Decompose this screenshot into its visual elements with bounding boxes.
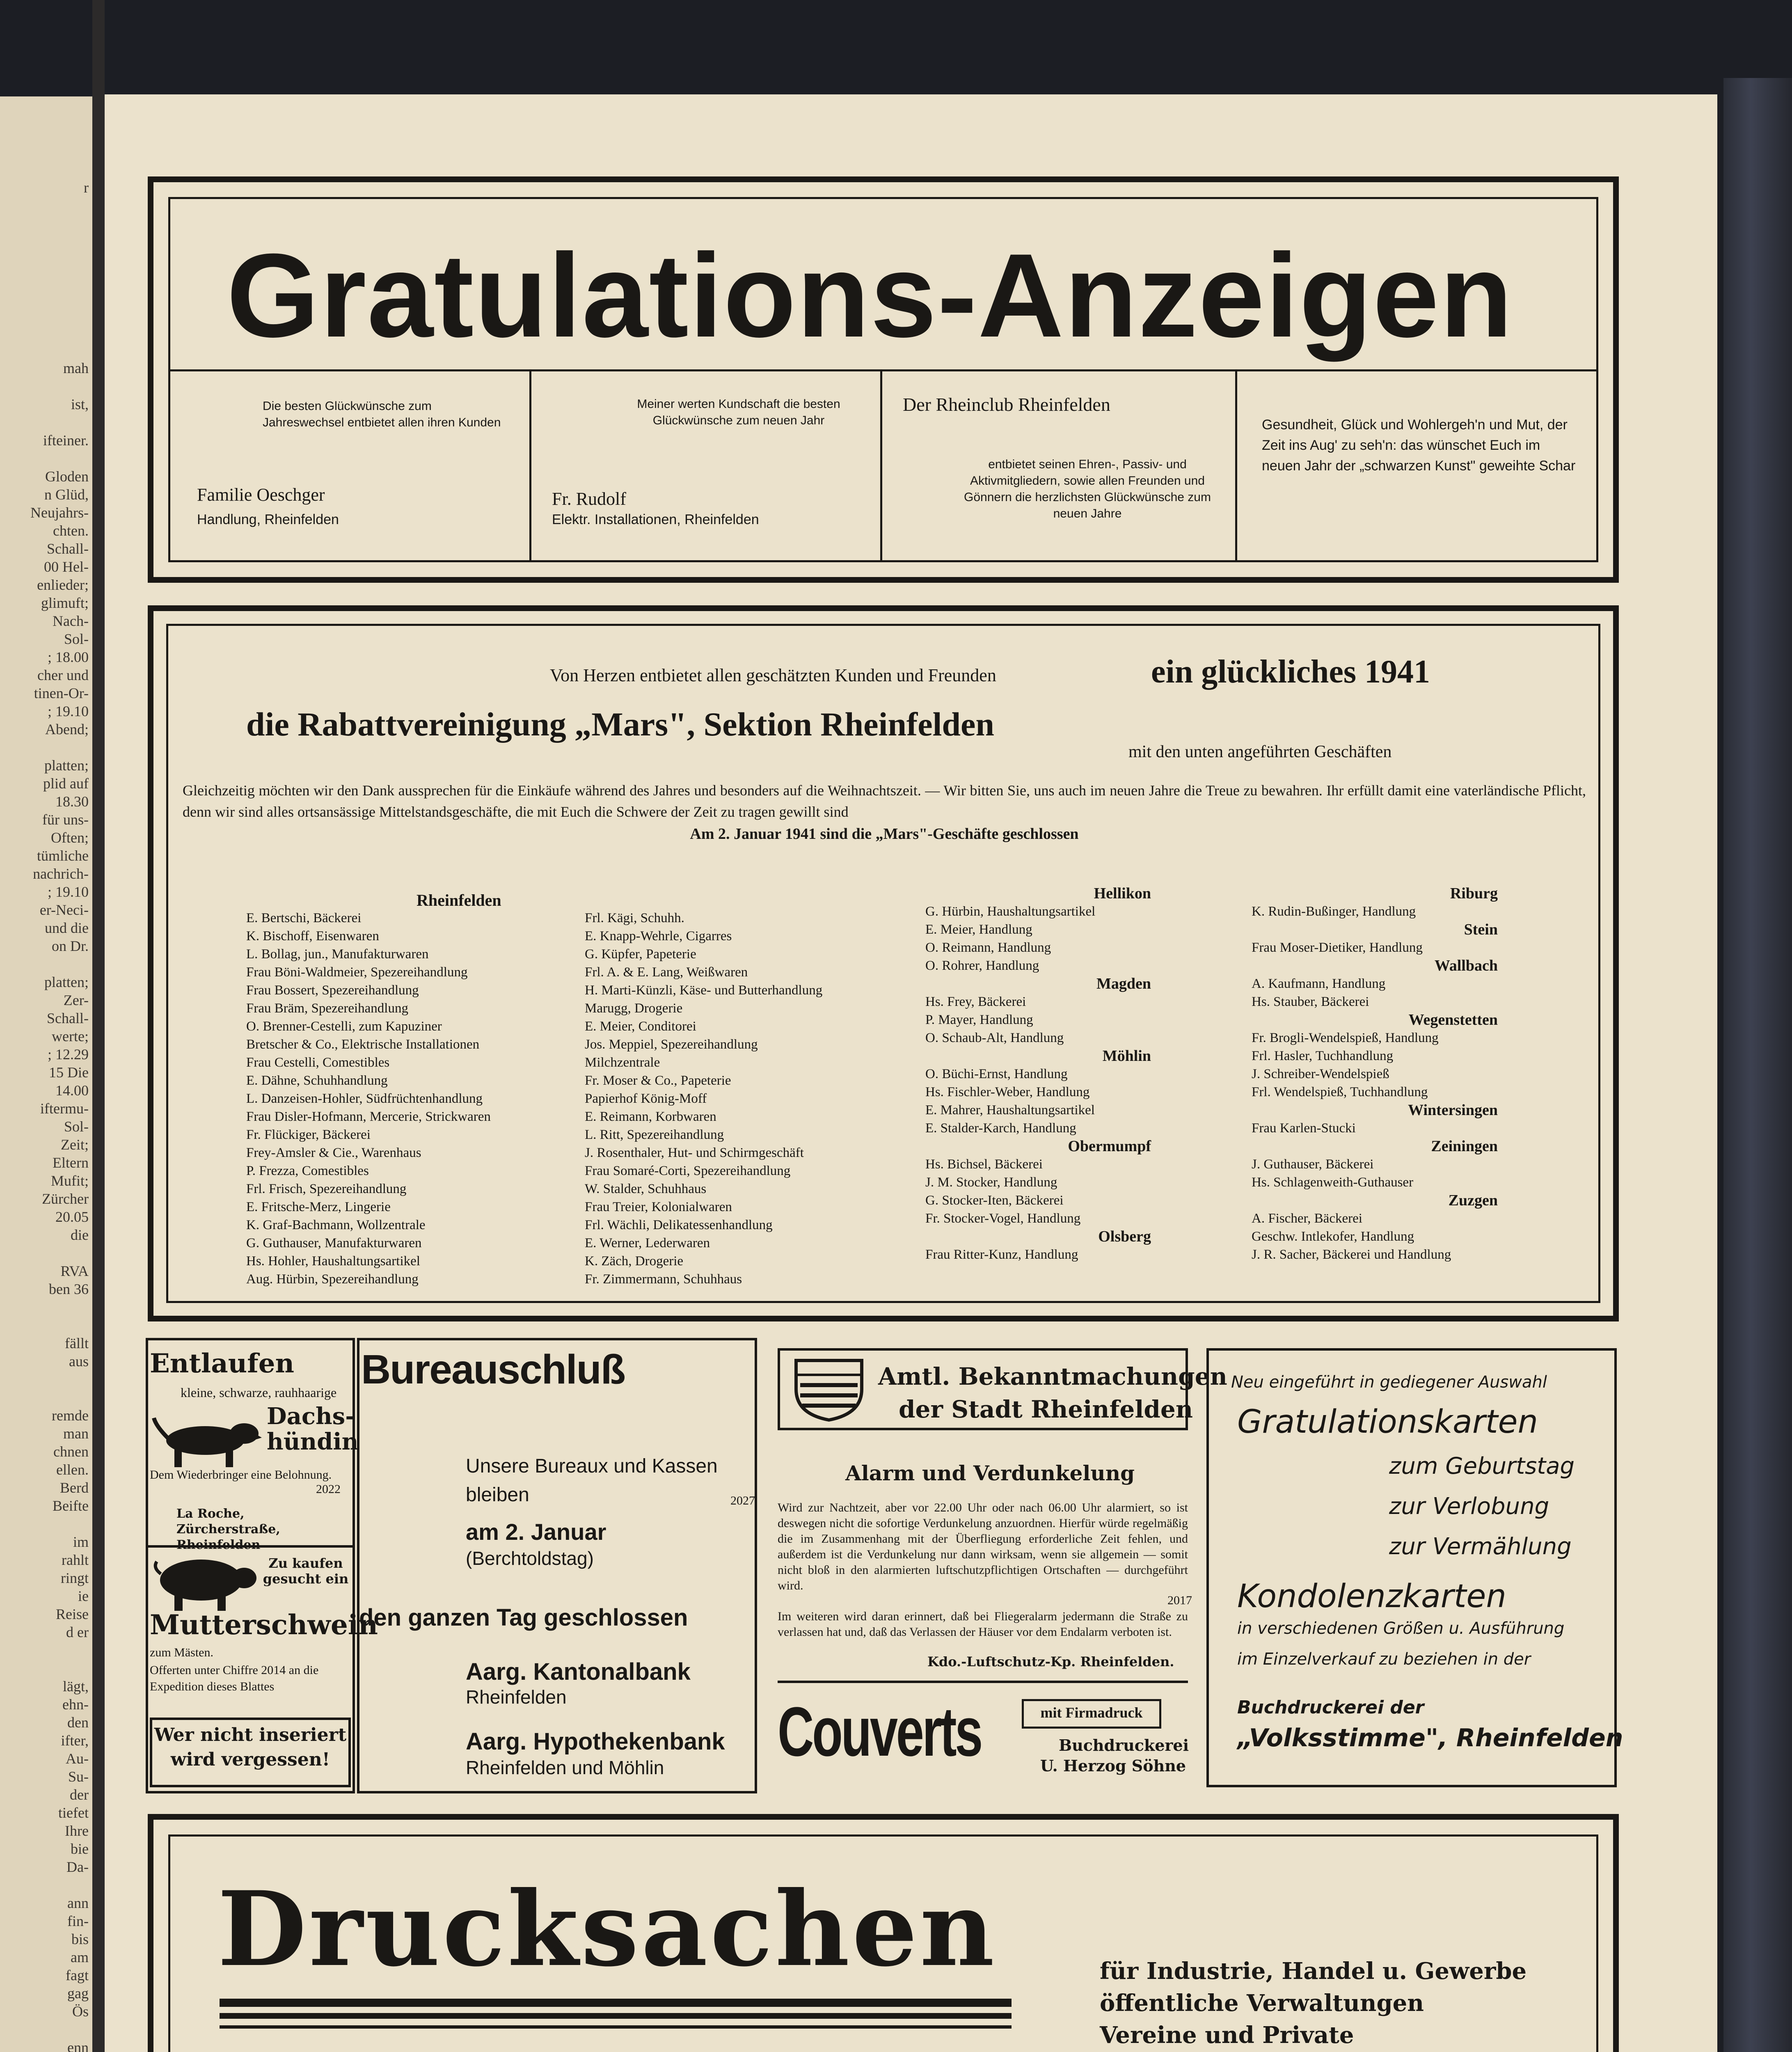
drucksachen-right-line2: öffentliche Verwaltungen xyxy=(1100,1990,1424,2017)
mutterschwein-head: Zu kaufen gesucht ein xyxy=(263,1555,349,1587)
entlaufen-contact: La Roche, Zürcherstraße, xyxy=(176,1507,280,1537)
facing-page-line: tiefet xyxy=(58,1805,89,1821)
mars-shop-entry: E. Meier, Conditorei xyxy=(585,1019,696,1034)
entlaufen-number: 2022 xyxy=(316,1482,341,1496)
header-divider xyxy=(168,369,1598,371)
mars-closed-notice: Am 2. Januar 1941 sind die „Mars"-Geschäfte geschlossen xyxy=(690,825,1079,843)
bureau-bank1-sub: Rheinfelden xyxy=(466,1686,567,1708)
facing-page-line: bis xyxy=(71,1931,89,1947)
facing-page-line: 15 Die xyxy=(49,1064,89,1081)
mars-shop-entry: Fr. Moser & Co., Papeterie xyxy=(585,1073,731,1088)
mars-shop-entry: K. Bischoff, Eisenwaren xyxy=(246,929,379,944)
greeting-rheinclub-text: entbietet seinen Ehren-, Passiv- und Aktivmitgliedern, sowie allen Freunden und Gönnern die herzlichsten Glückwünsche zum neuen Jahre xyxy=(964,458,1211,520)
bureau-line2: bleiben xyxy=(466,1484,529,1506)
facing-page-text-column xyxy=(2,179,89,2052)
amtl-title2: der Stadt Rheinfelden xyxy=(899,1395,1193,1423)
mars-shop-entry: Frau Cestelli, Comestibles xyxy=(246,1055,390,1070)
facing-page-line: ehn- xyxy=(62,1696,89,1713)
facing-page-line: Zürcher xyxy=(42,1191,89,1207)
facing-page-line xyxy=(2,1388,89,1406)
facing-page-line: 18.30 xyxy=(55,793,89,810)
mars-line2-big: die Rabattvereinigung „Mars", Sektion Rheinfelden xyxy=(246,705,995,743)
greeting-oeschger-text: Die besten Glückwünsche zum Jahreswechsel entbietet allen ihren Kunden xyxy=(263,399,501,429)
mars-shop-entry: K. Zäch, Drogerie xyxy=(585,1254,684,1269)
facing-page-line: gag xyxy=(67,1985,89,2002)
mars-shop-entry: O. Büchi-Ernst, Handlung xyxy=(925,1067,1068,1081)
karten-intro: Neu eingeführt in gediegener Auswahl xyxy=(1231,1373,1547,1392)
amtl-text2: Im weiteren wird daran erinnert, daß bei Fliegeralarm jedermann die Straße zu verlassen hat und, daß das Verlassen der Häuser vor dem Endalarm verboten ist. xyxy=(778,1610,1188,1639)
mars-shop-entry: O. Schaub-Alt, Handlung xyxy=(925,1031,1064,1045)
mars-place-heading: Wallbach xyxy=(1434,957,1498,974)
mars-shop-entry: O. Reimann, Handlung xyxy=(925,940,1051,955)
facing-page-line: Beifte xyxy=(53,1498,89,1514)
facing-page-line: ; 12.29 xyxy=(47,1046,89,1063)
bureau-bank1: Aarg. Kantonalbank xyxy=(466,1658,691,1685)
mars-shop-entry: Jos. Meppiel, Spezereihandlung xyxy=(585,1037,758,1052)
facing-page-line: cher und xyxy=(37,667,89,683)
header-col-divider-3 xyxy=(1235,371,1237,562)
facing-page-line: 00 Hel- xyxy=(44,559,89,575)
facing-page-line: Berd xyxy=(60,1479,89,1496)
mars-shop-entry: Frl. Hasler, Tuchhandlung xyxy=(1252,1049,1394,1063)
mars-shop-entry: E. Dähne, Schuhhandlung xyxy=(246,1073,388,1088)
facing-page-line: für uns- xyxy=(42,811,89,828)
amtl-heading: Alarm und Verdunkelung xyxy=(845,1461,1135,1485)
facing-page-line: fällt xyxy=(65,1335,89,1351)
karten-title: Gratulationskarten xyxy=(1237,1404,1538,1441)
bureau-number: 2027 xyxy=(730,1494,755,1507)
bureau-date: am 2. Januar xyxy=(466,1519,606,1545)
small-ads-divider xyxy=(148,1545,352,1548)
facing-page-line: im xyxy=(73,1534,89,1550)
dachshund-icon xyxy=(152,1410,263,1471)
facing-page-line: enlieder; xyxy=(37,577,89,593)
mars-shop-entry: E. Werner, Lederwaren xyxy=(585,1236,710,1250)
mars-shop-entry: E. Mahrer, Haushaltungsartikel xyxy=(925,1103,1095,1118)
drucksachen-rule-1 xyxy=(220,1999,1012,2007)
mars-shop-entry: O. Brenner-Cestelli, zum Kapuziner xyxy=(246,1019,442,1034)
bureau-bank2-sub: Rheinfelden und Möhlin xyxy=(466,1757,664,1778)
facing-page-line: werte; xyxy=(52,1028,89,1044)
karten-line-volksstimme: „Volksstimme", Rheinfelden xyxy=(1237,1724,1623,1752)
facing-page-line xyxy=(2,955,89,973)
entlaufen-title: Entlaufen xyxy=(150,1348,294,1379)
facing-page-line xyxy=(2,251,89,269)
mars-line1-big: ein glückliches 1941 xyxy=(1151,654,1430,690)
mars-shop-entry: E. Reimann, Korbwaren xyxy=(585,1109,716,1124)
greeting-rudolf-text: Meiner werten Kundschaft die besten Glückwünsche zum neuen Jahr xyxy=(637,397,840,427)
mars-shop-entry: Frau Bräm, Spezereihandlung xyxy=(246,1001,408,1016)
drucksachen-right-line1: für Industrie, Handel u. Gewerbe xyxy=(1100,1958,1527,1985)
mars-shop-entry: J. Guthauser, Bäckerei xyxy=(1252,1157,1374,1172)
facing-page-line: fin- xyxy=(67,1913,89,1929)
facing-page-line xyxy=(2,287,89,305)
drucksachen-right-line3: Vereine und Private xyxy=(1100,2022,1354,2049)
mars-shop-entry: J. Schreiber-Wendelspieß xyxy=(1252,1067,1389,1081)
facing-page-line: den xyxy=(67,1714,89,1731)
mars-shop-entry: L. Danzeisen-Hohler, Südfrüchtenhandlung xyxy=(246,1091,483,1106)
mars-shop-entry: Frau Böni-Waldmeier, Spezereihandlung xyxy=(246,965,468,980)
mars-col1-list xyxy=(246,909,491,1288)
facing-page-line xyxy=(2,1876,89,1894)
couverts-badge: mit Firmadruck xyxy=(1040,1704,1143,1721)
entlaufen-reward: Dem Wiederbringer eine Belohnung. xyxy=(150,1468,332,1482)
facing-page-line xyxy=(2,1515,89,1533)
mars-shop-entry: A. Kaufmann, Handlung xyxy=(1252,976,1386,991)
amtl-title1: Amtl. Bekanntmachungen xyxy=(878,1363,1227,1390)
mutterschwein-big: Mutterschwein xyxy=(150,1609,378,1641)
facing-page-line: ; 19.10 xyxy=(47,884,89,900)
karten-line-vermaehlung: zur Vermählung xyxy=(1389,1533,1572,1560)
facing-page-line: man xyxy=(63,1425,89,1442)
mars-shop-entry: Frl. Wächli, Delikatessenhandlung xyxy=(585,1218,773,1232)
mars-shop-entry: Fr. Zimmermann, Schuhhaus xyxy=(585,1272,742,1287)
page-title: Gratulations-Anzeigen xyxy=(227,229,1513,362)
facing-page-line: ist, xyxy=(71,396,89,412)
mars-place-heading: Magden xyxy=(1096,975,1151,992)
karten-line-groessen: in verschiedenen Größen u. Ausführung xyxy=(1237,1619,1565,1638)
facing-page-line: mah xyxy=(63,360,89,376)
greeting-schwarze-kunst: Gesundheit, Glück und Wohlergeh'n und Mut, der Zeit ins Aug' zu seh'n: das wünschet Euch im neuen Jahr der „schwarzen Kunst" geweihte Schar xyxy=(1262,417,1576,474)
mars-place-heading: Zeiningen xyxy=(1431,1138,1498,1155)
facing-page-line: remde xyxy=(52,1407,89,1424)
mars-shop-entry: Frl. A. & E. Lang, Weißwaren xyxy=(585,965,748,980)
mars-place-heading: Riburg xyxy=(1450,885,1498,902)
mars-shop-entry: E. Bertschi, Bäckerei xyxy=(246,911,362,925)
facing-page-line: die xyxy=(71,1227,89,1243)
mars-place-heading: Hellikon xyxy=(1094,885,1151,902)
header-col-divider-1 xyxy=(529,371,531,562)
facing-page-line: Reise xyxy=(56,1606,89,1622)
entlaufen-desc: kleine, schwarze, rauhhaarige xyxy=(181,1385,337,1400)
facing-page-line: Su- xyxy=(68,1768,89,1785)
mars-shop-entry: W. Stalder, Schuhhaus xyxy=(585,1182,707,1196)
facing-page-line: tinen-Or- xyxy=(34,685,89,701)
mars-shop-entry: Aug. Hürbin, Spezereihandlung xyxy=(246,1272,419,1287)
bureau-line1: Unsere Bureaux und Kassen xyxy=(466,1455,718,1477)
karten-line-buchdruckerei: Buchdruckerei der xyxy=(1237,1697,1424,1718)
book-binding-edge xyxy=(1723,78,1792,2052)
facing-page-line: Sol- xyxy=(64,631,89,647)
mars-shop-entry: P. Mayer, Handlung xyxy=(925,1012,1033,1027)
drucksachen-title: Drucksachen xyxy=(217,1869,997,1989)
couverts-title: Couverts xyxy=(778,1693,981,1771)
karten-line-einzelverkauf: im Einzelverkauf zu beziehen in der xyxy=(1237,1650,1531,1669)
mars-shop-entry: O. Rohrer, Handlung xyxy=(925,958,1039,973)
mars-shop-entry: J. R. Sacher, Bäckerei und Handlung xyxy=(1252,1247,1451,1262)
facing-page-line xyxy=(2,305,89,323)
facing-page-line xyxy=(2,1659,89,1677)
mars-shop-entry: Frl. Wendelspieß, Tuchhandlung xyxy=(1252,1085,1428,1099)
mars-shop-entry: Frau Disler-Hofmann, Mercerie, Strickwaren xyxy=(246,1109,491,1124)
mars-shop-entry: E. Knapp-Wehrle, Cigarres xyxy=(585,929,732,944)
facing-page-line: platten; xyxy=(44,974,89,990)
facing-page-line: aus xyxy=(69,1353,89,1370)
facing-page-line: platten; xyxy=(44,757,89,774)
facing-page-line: lägt, xyxy=(63,1678,89,1695)
mars-shop-entry: Marugg, Drogerie xyxy=(585,1001,683,1016)
facing-page-line xyxy=(2,197,89,215)
mars-shop-entry: Fr. Stocker-Vogel, Handlung xyxy=(925,1211,1081,1226)
mars-shop-entry: E. Fritsche-Merz, Lingerie xyxy=(246,1200,391,1214)
book-spine xyxy=(92,0,105,2052)
mars-place-heading: Olsberg xyxy=(1098,1228,1151,1245)
facing-page-line: 14.00 xyxy=(55,1082,89,1099)
facing-page-line xyxy=(2,1370,89,1388)
mars-shop-entry: G. Stocker-Iten, Bäckerei xyxy=(925,1193,1064,1208)
mars-shop-entry: E. Meier, Handlung xyxy=(925,922,1032,937)
facing-page-line: Mufit; xyxy=(50,1173,89,1189)
facing-page-line: Au- xyxy=(66,1750,89,1767)
karten-line-geburtstag: zum Geburtstag xyxy=(1389,1453,1575,1479)
facing-page-line xyxy=(2,269,89,287)
drucksachen-rule-2 xyxy=(220,2013,1012,2019)
mars-shop-entry: Frau Moser-Dietiker, Handlung xyxy=(1252,940,1423,955)
mars-col2-list xyxy=(585,909,822,1288)
mars-shop-entry: L. Bollag, jun., Manufakturwaren xyxy=(246,947,429,962)
facing-page-line xyxy=(2,233,89,251)
facing-page-line: rahlt xyxy=(62,1552,89,1568)
facing-page-line: Ös xyxy=(72,2003,89,2020)
facing-page-line xyxy=(2,1641,89,1659)
mars-shop-entry: Hs. Hohler, Haushaltungsartikel xyxy=(246,1254,420,1269)
karten-title2: Kondolenzkarten xyxy=(1237,1578,1506,1615)
amtl-sign: Kdo.-Luftschutz-Kp. Rheinfelden. xyxy=(927,1654,1174,1670)
facing-page-line: glimuft; xyxy=(41,595,89,611)
facing-page-line xyxy=(2,2020,89,2038)
mars-shop-entry: H. Marti-Künzli, Käse- und Butterhandlung xyxy=(585,983,823,998)
mars-shop-entry: Frey-Amsler & Cie., Warenhaus xyxy=(246,1145,421,1160)
bureau-closed: den ganzen Tag geschlossen xyxy=(359,1604,688,1631)
mutterschwein-text1: zum Mästen. xyxy=(150,1646,213,1659)
amtl-number: 2017 xyxy=(1167,1594,1192,1607)
facing-page-edge xyxy=(0,96,92,2052)
mars-shop-entry: Milchzentrale xyxy=(585,1055,660,1070)
bureau-title: Bureauschluß xyxy=(361,1347,625,1392)
amtl-text: Wird zur Nachtzeit, aber vor 22.00 Uhr oder nach 06.00 Uhr alarmiert, so ist deswegen nicht die sofortige Verdunkelung anzuordnen. Hierfür würde regelmäßig die im Zusammenhang mit der Überfliegung erforderliche Zeit fehlen, und außerdem ist die Verdunkelung nur dann wirksam, wenn sie allgemein — somit nicht bloß in den alarmierten luftschutzpflichtigen Ortschaften — durchgeführt wird. xyxy=(778,1501,1188,1592)
facing-page-line xyxy=(2,341,89,359)
mars-shop-entry: Frau Karlen-Stucki xyxy=(1252,1121,1356,1136)
facing-page-line: chnen xyxy=(53,1443,89,1460)
mars-shop-entry: Frau Somaré-Corti, Spezereihandlung xyxy=(585,1163,791,1178)
mars-shop-entry: Frau Ritter-Kunz, Handlung xyxy=(925,1247,1078,1262)
facing-page-line: am xyxy=(71,1949,89,1965)
facing-page-line: ifteiner. xyxy=(43,432,89,449)
facing-page-line xyxy=(2,215,89,233)
facing-page-line: on Dr. xyxy=(52,938,89,954)
facing-page-line: 20.05 xyxy=(55,1209,89,1225)
mars-shop-entry: J. Rosenthaler, Hut- und Schirmgeschäft xyxy=(585,1145,804,1160)
mars-col1-place: Rheinfelden xyxy=(417,891,501,909)
greeting-rudolf-name: Fr. Rudolf xyxy=(552,489,626,509)
mars-shop-entry: Hs. Schlagenweith-Guthauser xyxy=(1252,1175,1414,1190)
mars-shop-entry: Frl. Frisch, Spezereihandlung xyxy=(246,1182,407,1196)
mars-shop-entry: P. Frezza, Comestibles xyxy=(246,1163,369,1178)
mars-shop-entry: Frau Treier, Kolonialwaren xyxy=(585,1200,732,1214)
mars-place-heading: Wegenstetten xyxy=(1408,1011,1498,1028)
drucksachen-rule-3 xyxy=(220,2025,1012,2029)
mars-shop-entry: Hs. Bichsel, Bäckerei xyxy=(925,1157,1043,1172)
couverts-sub2: U. Herzog Söhne xyxy=(1040,1757,1186,1775)
mars-shop-entry: Fr. Flückiger, Bäckerei xyxy=(246,1127,371,1142)
facing-page-line: und die xyxy=(45,920,89,936)
amtl-divider xyxy=(778,1681,1188,1683)
facing-page-line: Nach- xyxy=(53,613,89,629)
mars-shop-entry: Geschw. Intlekofer, Handlung xyxy=(1252,1229,1414,1244)
mars-paragraph: Gleichzeitig möchten wir den Dank aussprechen für die Einkäufe während des Jahres und besonders auf die Weihnachtszeit. — Wir bitten Sie, uns auch im neuen Jahre die Treue zu bewahren. Ihr erfüllt damit eine vaterländische Pflicht, denn wir sind alles ortsansässige Mittelstandsgeschäfte, die mit Euch die Schwere der Zeit zu tragen gewillt sind xyxy=(183,782,1586,820)
facing-page-line: n Glüd, xyxy=(44,486,89,503)
facing-page-line: er-Neci- xyxy=(39,902,89,918)
facing-page-line xyxy=(2,1316,89,1334)
mutterschwein-text2: Offerten unter Chiffre 2014 an die Expedition dieses Blattes xyxy=(150,1663,319,1693)
facing-page-line: ringt xyxy=(61,1570,89,1586)
facing-page-line: r xyxy=(84,179,89,196)
greeting-oeschger-name: Familie Oeschger xyxy=(197,485,325,505)
slogan-text: Wer nicht inseriert wird vergessen! xyxy=(154,1725,347,1770)
greeting-rudolf-sub: Elektr. Installationen, Rheinfelden xyxy=(552,512,759,527)
facing-page-line: der xyxy=(70,1786,89,1803)
facing-page-line: Abend; xyxy=(45,721,89,737)
mars-line1-small: Von Herzen entbietet allen geschätzten Kunden und Freunden xyxy=(550,665,996,685)
mars-shop-entry: G. Hürbin, Haushaltungsartikel xyxy=(925,904,1096,919)
mars-shop-entry: G. Guthauser, Manufakturwaren xyxy=(246,1236,422,1250)
facing-page-line: nachrich- xyxy=(33,866,89,882)
facing-page-line: bie xyxy=(71,1841,89,1857)
mars-place-heading: Obermumpf xyxy=(1068,1138,1151,1155)
mars-place-heading: Stein xyxy=(1464,921,1498,938)
facing-page-line: iftermu- xyxy=(40,1100,89,1117)
facing-page-line: Schall- xyxy=(47,1010,89,1026)
facing-page-line: ; 18.00 xyxy=(47,649,89,665)
facing-page-line: Zer- xyxy=(63,992,89,1008)
facing-page-line xyxy=(2,1298,89,1316)
facing-page-line xyxy=(2,323,89,341)
mars-shop-entry: Hs. Fischler-Weber, Handlung xyxy=(925,1085,1090,1099)
facing-page-line: ifter, xyxy=(61,1732,89,1749)
karten-line-verlobung: zur Verlobung xyxy=(1389,1493,1549,1520)
mars-shop-entry: A. Fischer, Bäckerei xyxy=(1252,1211,1362,1226)
greeting-rheinclub-name: Der Rheinclub Rheinfelden xyxy=(903,394,1110,415)
facing-page-line: ie xyxy=(78,1588,89,1604)
facing-page-line: Neujahrs- xyxy=(30,504,89,521)
mars-shop-entry: L. Ritt, Spezereihandlung xyxy=(585,1127,724,1142)
facing-page-line xyxy=(2,449,89,467)
facing-page-line: ben 36 xyxy=(49,1281,89,1297)
mars-shop-entry: G. Küpfer, Papeterie xyxy=(585,947,696,962)
mars-shop-entry: K. Graf-Bachmann, Wollzentrale xyxy=(246,1218,426,1232)
pig-icon xyxy=(152,1551,259,1613)
city-coat-of-arms-icon xyxy=(792,1356,866,1422)
facing-page-line: plid auf xyxy=(43,775,89,792)
mars-shop-entry: Fr. Brogli-Wendelspieß, Handlung xyxy=(1252,1031,1439,1045)
bureau-date-sub: (Berchtoldstag) xyxy=(466,1548,594,1569)
mars-shop-entry: Bretscher & Co., Elektrische Installationen xyxy=(246,1037,480,1052)
facing-page-line: Zeit; xyxy=(61,1136,89,1153)
facing-page-line: Gloden xyxy=(45,468,89,485)
mars-shop-entry: K. Rudin-Bußinger, Handlung xyxy=(1252,904,1416,919)
mars-shop-entry: Frau Bossert, Spezereihandlung xyxy=(246,983,419,998)
facing-page-line: Often; xyxy=(51,829,89,846)
facing-page-line: ellen. xyxy=(56,1461,89,1478)
facing-page-line xyxy=(2,377,89,395)
facing-page-line: d er xyxy=(66,1624,89,1640)
facing-page-line: Sol- xyxy=(64,1118,89,1135)
mars-col4-list xyxy=(1252,884,1498,1264)
mars-shop-entry: J. M. Stocker, Handlung xyxy=(925,1175,1057,1190)
mars-place-heading: Möhlin xyxy=(1102,1047,1151,1065)
facing-page-line: enn xyxy=(67,2039,89,2052)
facing-page-line: tümliche xyxy=(37,847,89,864)
header-col-divider-2 xyxy=(880,371,882,562)
facing-page-line: Da- xyxy=(66,1859,89,1875)
greeting-oeschger-sub: Handlung, Rheinfelden xyxy=(197,512,339,527)
bureau-bank2: Aarg. Hypothekenbank xyxy=(466,1728,725,1755)
facing-page-line: RVA xyxy=(60,1263,89,1279)
facing-page-line: ; 19.10 xyxy=(47,703,89,719)
facing-page-line: Eltern xyxy=(53,1154,89,1171)
mars-place-heading: Wintersingen xyxy=(1408,1102,1498,1119)
facing-page-line: chten. xyxy=(53,522,89,539)
facing-page-line: Schall- xyxy=(47,540,89,557)
facing-page-line: ann xyxy=(67,1895,89,1911)
mars-shop-entry: Hs. Stauber, Bäckerei xyxy=(1252,994,1369,1009)
mars-place-heading: Zuzgen xyxy=(1448,1192,1498,1209)
mars-shop-entry: Frl. Kägi, Schuhh. xyxy=(585,911,684,925)
facing-page-line xyxy=(2,738,89,756)
mars-line2-small: mit den unten angeführten Geschäften xyxy=(1128,742,1392,761)
mars-shop-entry: E. Stalder-Karch, Handlung xyxy=(925,1121,1076,1136)
facing-page-line xyxy=(2,1244,89,1262)
facing-page-line: fagt xyxy=(66,1967,89,1983)
facing-page-line: Ihre xyxy=(65,1823,89,1839)
mars-shop-entry: Hs. Frey, Bäckerei xyxy=(925,994,1026,1009)
mars-shop-entry: Papierhof König-Moff xyxy=(585,1091,707,1106)
mars-col3-list xyxy=(925,884,1151,1264)
entlaufen-big: Dachs-hündin xyxy=(267,1403,359,1455)
couverts-sub1: Buchdruckerei xyxy=(1059,1736,1189,1754)
facing-page-line xyxy=(2,413,89,431)
